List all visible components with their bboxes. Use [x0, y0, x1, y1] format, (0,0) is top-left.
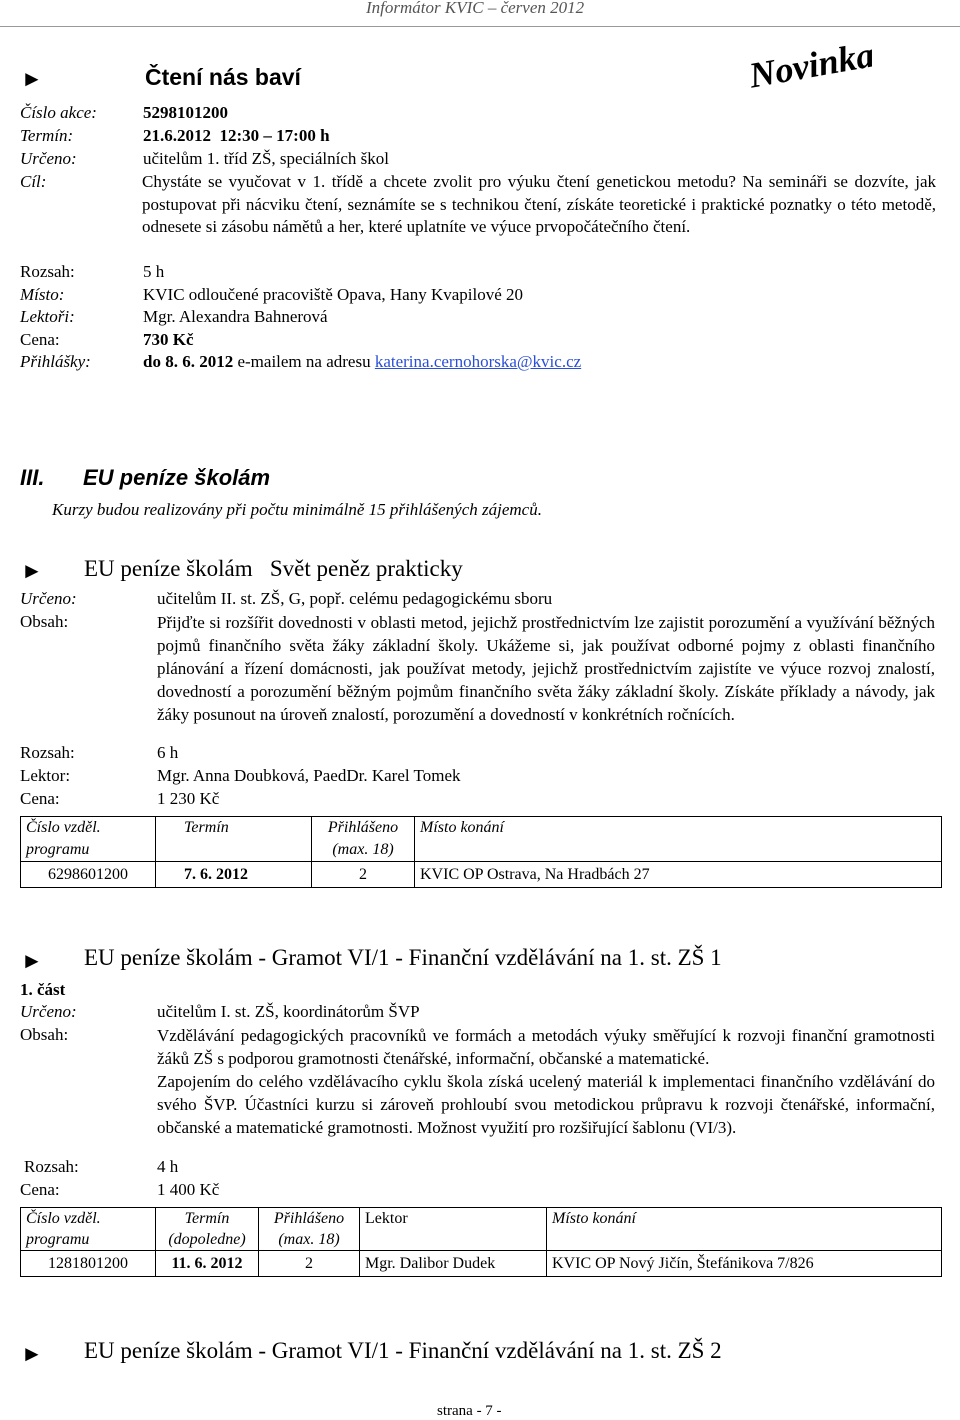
table-cell: 1281801200 — [21, 1251, 156, 1277]
cil-label: Cíl: — [20, 172, 47, 191]
table-row — [21, 862, 942, 888]
arrow-icon: ► — [21, 66, 43, 91]
urceno-value: učitelům I. st. ZŠ, koordinátorům ŠVP — [157, 1002, 420, 1021]
lektor-value: Mgr. Anna Doubková, PaedDr. Karel Tomek — [157, 766, 461, 785]
header-cell: Místo konání — [547, 1208, 942, 1251]
termin-label: Termín: — [20, 126, 74, 145]
table-cell: KVIC OP Nový Jičín, Štefánikova 7/826 — [547, 1251, 942, 1277]
termin-value: 21.6.2012 12:30 – 17:00 h — [143, 126, 330, 145]
obsah-label: Obsah: — [20, 612, 69, 631]
arrow-icon: ► — [21, 1341, 43, 1366]
section-subtitle: Kurzy budou realizovány při počtu minimálně 15 přihlášených zájemců. — [52, 500, 542, 519]
cena-value: 1 230 Kč — [157, 789, 220, 808]
obsah-text: Přijďte si rozšířit dovednosti v oblasti metod, jejichž prostřednictvím lze zajistit porozumění a využívání běžných pojmů finančního světa žáky základní školy. Ukážeme si, jak používat odborné pojmy z oblasti finančního plánování a řízení domácnosti, jak používat metody, jejichž prostřednictvím zajistíte ve výuce rozvoj znalostí, dovedností a porozumění běžným pojmům finančního světa žáky základní školy. Získáte příklady a návody, jak žáky posunout na úroveň znalostí, porozumění a dovedností v konkrétních ročnících. — [157, 613, 935, 724]
table-header-row — [21, 1208, 942, 1251]
urceno-label: Určeno: — [20, 1002, 77, 1021]
cena-value: 1 400 Kč — [157, 1180, 220, 1199]
header-cell: Lektor — [360, 1208, 547, 1251]
prihlasky-label: Přihlášky: — [20, 352, 91, 371]
arrow-icon: ► — [21, 558, 43, 583]
obsah-paragraph: Vzdělávání pedagogických pracovníků ve formách a metodách výuky směřující k rozvoji finanční gramotnosti žáků ZŠ s podporou gramotnosti čtenářské, informační, občanské a matematické. — [157, 1026, 935, 1068]
novinka-logo — [746, 38, 872, 88]
header-cell: Termín (dopoledne) — [156, 1208, 259, 1251]
header-cell: Číslo vzděl. programu — [21, 1208, 156, 1251]
course-title: EU peníze školám - Gramot VI/1 - Finanční vzdělávání na 1. st. ZŠ 2 — [84, 1338, 722, 1363]
obsah-label: Obsah: — [20, 1025, 69, 1044]
misto-label: Místo: — [20, 285, 65, 304]
table-cell: 11. 6. 2012 — [156, 1251, 259, 1277]
page-number: strana - 7 - — [437, 1403, 502, 1419]
cena-label: Cena: — [20, 789, 60, 808]
misto-value: KVIC odloučené pracoviště Opava, Hany Kvapilové 20 — [143, 285, 524, 304]
header-cell: Termín — [156, 817, 312, 862]
table-cell: 6298601200 — [21, 862, 156, 888]
email-link[interactable]: katerina.cernohorska@kvic.cz — [374, 352, 582, 371]
lektori-label: Lektoři: — [20, 307, 75, 326]
rozsah-value: 5 h — [143, 262, 165, 281]
rozsah-value: 6 h — [157, 743, 179, 762]
part-label: 1. část — [20, 980, 66, 999]
table-cell: 7. 6. 2012 — [156, 862, 312, 888]
cislo-value: 5298101200 — [143, 103, 228, 122]
novinka-logo-text: Novinka — [746, 38, 872, 88]
header-divider — [0, 26, 960, 27]
rozsah-label: Rozsah: — [20, 262, 75, 281]
course-table — [20, 1207, 942, 1277]
urceno-label: Určeno: — [20, 149, 77, 168]
arrow-icon: ► — [21, 948, 43, 973]
header-cell: Číslo vzděl. programu — [21, 817, 156, 862]
obsah-paragraph: Zapojením do celého vzdělávacího cyklu škola získá ucelený materiál k implementaci finančního vzdělávání do svého ŠVP. Účastníci kurzu si zároveň prohloubí svou metodickou průpravu k rozvoji čtenářské, informační, občanské a matematické gramotnosti. Možnost využití pro rozšiřující šablonu (VI/3). — [157, 1072, 935, 1137]
cena-label: Cena: — [20, 1180, 60, 1199]
rozsah-value: 4 h — [157, 1157, 179, 1176]
cena-label: Cena: — [20, 330, 60, 349]
table-cell: 2 — [312, 862, 415, 888]
lektori-value: Mgr. Alexandra Bahnerová — [143, 307, 328, 326]
table-row — [21, 1251, 942, 1277]
rozsah-label: Rozsah: — [20, 743, 75, 762]
section-number: III. — [20, 465, 45, 490]
section-title: EU peníze školám — [83, 465, 271, 490]
urceno-value: učitelům II. st. ZŠ, G, popř. celému pedagogickému sboru — [157, 589, 553, 608]
header-cell: Přihlášeno (max. 18) — [312, 817, 415, 862]
header-cell: Přihlášeno (max. 18) — [259, 1208, 360, 1251]
table-cell: KVIC OP Ostrava, Na Hradbách 27 — [415, 862, 942, 888]
course-title: EU peníze školám - Gramot VI/1 - Finanční vzdělávání na 1. st. ZŠ 1 — [84, 945, 722, 970]
course-title: Čtení nás baví — [145, 64, 301, 90]
course-table — [20, 816, 942, 888]
cil-text: Chystáte se vyučovat v 1. třídě a chcete zvolit pro výuku čtení genetickou metodu? Na semináři se dozvíte, jak postupovat při nácviku čtení, seznámíte se s technikou čtení, získáte teoretické i praktické poznatky o této metodě, odnesete si zásobu námětů a her, které uplatníte ve výuce prvopočátečního čtení. — [142, 172, 937, 236]
table-cell: Mgr. Dalibor Dudek — [360, 1251, 547, 1277]
cena-value: 730 Kč — [143, 330, 194, 349]
table-header-row — [21, 817, 942, 862]
table-cell: 2 — [259, 1251, 360, 1277]
lektor-label: Lektor: — [20, 766, 71, 785]
header-cell: Místo konání — [415, 817, 942, 862]
prihlasky-value: do 8. 6. 2012 e-mailem na adresu katerina.cernohorska@kvic.cz — [143, 352, 582, 371]
obsah-text — [157, 1024, 935, 1139]
running-title: Informátor KVIC – červen 2012 — [366, 0, 585, 17]
urceno-value: učitelům 1. tříd ZŠ, speciálních škol — [143, 149, 389, 168]
rozsah-label: Rozsah: — [24, 1157, 79, 1176]
cislo-label: Číslo akce: — [20, 103, 97, 122]
urceno-label: Určeno: — [20, 589, 77, 608]
course-title: EU peníze školám Svět peněz prakticky — [84, 556, 463, 581]
